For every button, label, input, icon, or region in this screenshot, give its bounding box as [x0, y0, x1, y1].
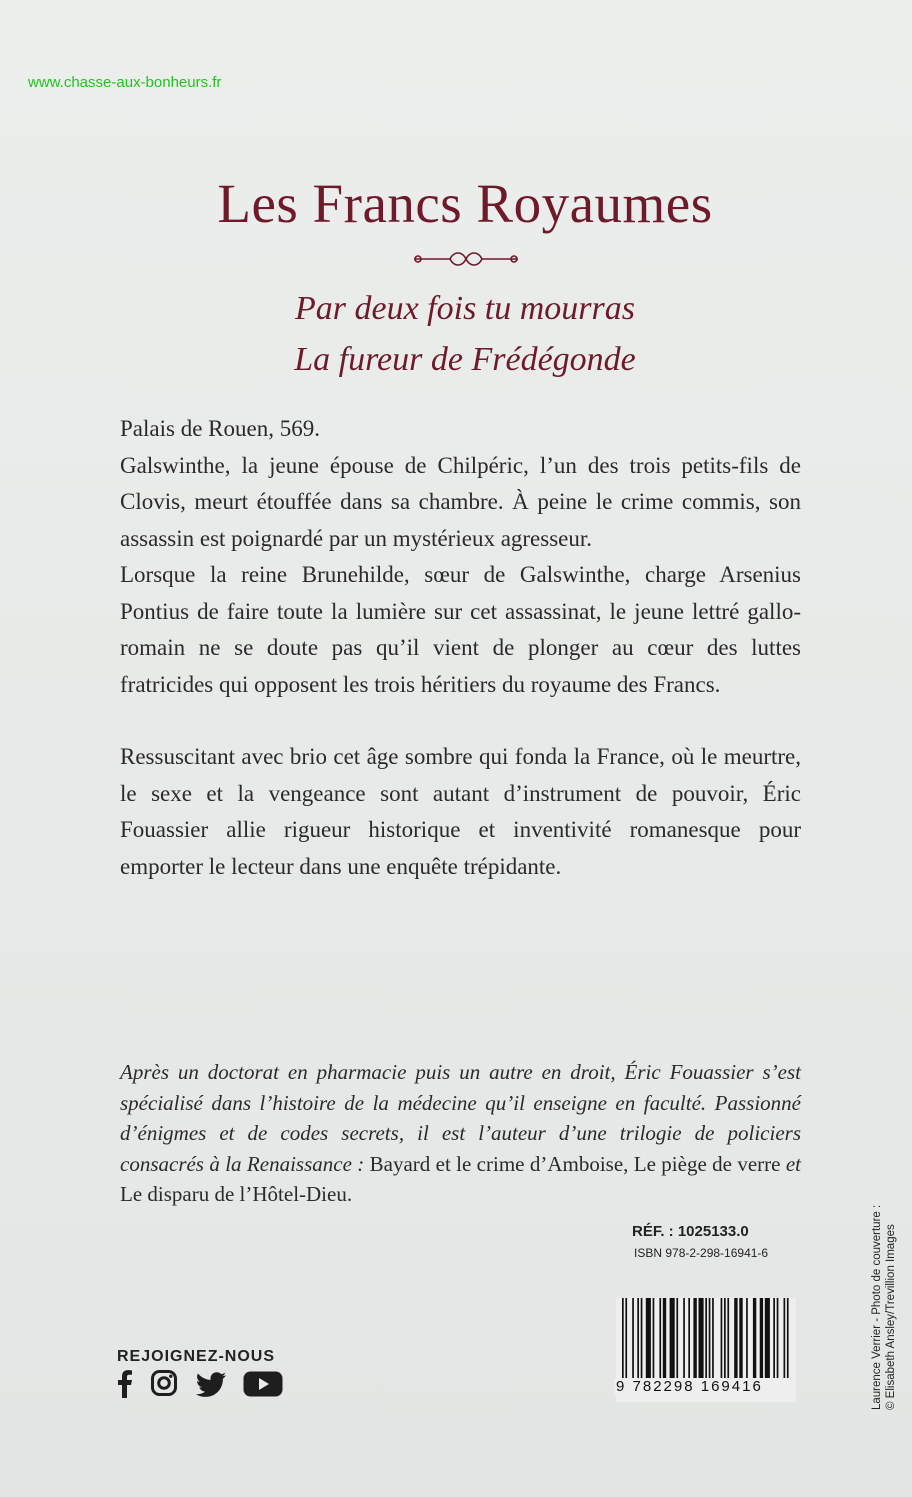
bio-conjunction: et	[780, 1151, 802, 1176]
social-label: REJOIGNEZ-NOUS	[117, 1348, 276, 1365]
barcode-bar	[784, 1298, 786, 1378]
decorative-flourish	[410, 248, 522, 270]
bio-book-titles-1: Bayard et le crime d’Amboise, Le piège de verre	[369, 1151, 781, 1176]
barcode-bar	[622, 1298, 624, 1378]
barcode-bar	[683, 1298, 685, 1378]
book-title-1: Par deux fois tu mourras	[295, 290, 635, 327]
barcode-bar	[637, 1298, 639, 1378]
barcode-bar	[727, 1298, 729, 1378]
barcode-bar	[746, 1298, 748, 1378]
barcode-bar	[705, 1298, 707, 1378]
barcode-bar	[663, 1298, 666, 1378]
barcode-bar	[676, 1298, 678, 1378]
barcode-bar	[753, 1298, 756, 1378]
barcode-bar	[693, 1298, 696, 1378]
author-bio	[120, 1057, 801, 1210]
barcode-bar	[724, 1298, 726, 1378]
youtube-icon[interactable]	[243, 1371, 283, 1402]
synopsis-place: Palais de Rouen, 569.	[120, 416, 320, 441]
facebook-icon[interactable]	[117, 1370, 133, 1403]
synopsis-paragraph-2: Lorsque la reine Brunehilde, sœur de Galswinthe, charge Arsenius Pontius de faire toute la lumière sur cet assassinat, le jeune lettré gallo-romain ne se doute pas qu’il vient de plonger au cœur des luttes fratricides qui opposent les trois héritiers du royaume des Francs.	[120, 562, 801, 697]
barcode-bar	[765, 1298, 770, 1378]
barcode-bar	[739, 1298, 742, 1378]
website-watermark[interactable]: www.chasse-aux-bonheurs.fr	[28, 74, 222, 91]
barcode-bar	[641, 1298, 643, 1378]
barcode-bars	[616, 1298, 796, 1378]
reference-number: RÉF. : 1025133.0	[632, 1223, 749, 1240]
synopsis-paragraph-3: Ressuscitant avec brio cet âge sombre qui fonda la France, où le meurtre, le sexe et la vengeance sont autant d’instrument de pouvoir, Éric Fouassier allie rigueur historique et inventivité romanesque pour emporter le lecteur dans une enquête trépidante.	[120, 744, 801, 879]
barcode-bar	[709, 1298, 711, 1378]
twitter-icon[interactable]	[195, 1372, 227, 1403]
series-title: Les Francs Royaumes	[217, 173, 713, 234]
barcode-bar	[721, 1298, 723, 1378]
barcode-bar	[632, 1298, 634, 1378]
book-title-2: La fureur de Frédégonde	[294, 341, 636, 378]
barcode-bar	[653, 1298, 655, 1378]
synopsis-paragraph-1: Galswinthe, la jeune épouse de Chilpéric, l’un des trois petits-fils de Clovis, meurt étouffée dans sa chambre. À peine le crime commis, son assassin est poignardé par un mystérieux agresseur.	[120, 452, 801, 551]
bio-intro: Après un doctorat en pharmacie puis un autre en droit, Éric Fouassier s’est spécialisé dans l’histoire de la médecine qu’il enseigne en faculté. Passionné d’énigmes et de codes secrets, il est l’auteur d’une trilogie de policiers consacrés à la Renaissance :	[120, 1060, 801, 1176]
barcode-bar	[699, 1298, 704, 1378]
barcode-bar	[760, 1298, 763, 1378]
synopsis	[120, 411, 801, 885]
barcode-bar	[688, 1298, 690, 1378]
barcode-bar	[734, 1298, 737, 1378]
barcode-bar	[777, 1298, 779, 1378]
credit-line-1: Laurence Verrier - Photo de couverture :	[871, 1204, 883, 1410]
barcode-bar	[659, 1298, 661, 1378]
barcode-bar	[712, 1298, 714, 1378]
isbn-number: ISBN 978-2-298-16941-6	[634, 1246, 769, 1260]
bio-book-titles-2: Le disparu de l’Hôtel-Dieu.	[120, 1182, 353, 1206]
instagram-icon[interactable]	[151, 1370, 177, 1401]
barcode-digits: 9 782298 169416	[616, 1378, 763, 1395]
reference-box	[620, 1223, 768, 1260]
credit-line-2: © Elisabeth Ansley/Trevillion Images	[885, 1224, 897, 1410]
barcode-bar	[625, 1298, 627, 1378]
barcode-bar	[646, 1298, 651, 1378]
barcode-bar	[773, 1298, 775, 1378]
photo-credit	[870, 1205, 898, 1410]
barcode-bar	[787, 1298, 789, 1378]
barcode-bar	[670, 1298, 675, 1378]
